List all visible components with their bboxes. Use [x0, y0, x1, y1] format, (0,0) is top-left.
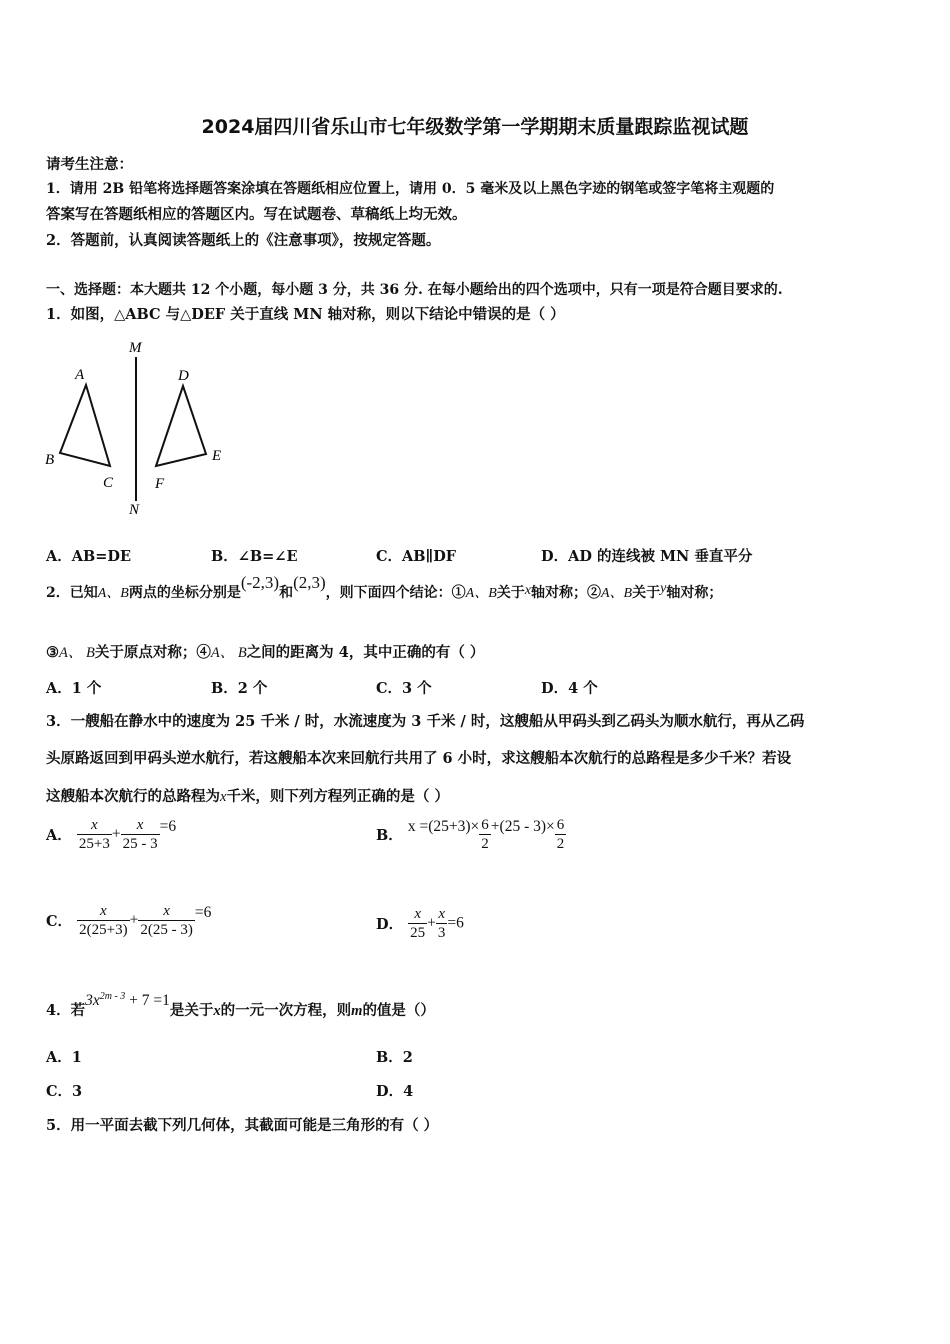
q2-points: A、B — [97, 586, 129, 601]
q2-stem-line2: ③A、 B关于原点对称；④A、 B之间的距离为 4，其中正确的有（ ） — [46, 644, 485, 661]
notice-heading: 请考生注意： — [46, 156, 133, 173]
label-b: B — [45, 452, 55, 468]
q3-option-a: A． $\frac{x}{25+3}$ + $\frac{x}{25 - 3}$ =6 — [46, 817, 177, 852]
triangle-abc — [60, 385, 110, 466]
label-d: D — [178, 368, 189, 384]
q3-b-fraction-2: $\frac{6}{2}$ — [556, 817, 565, 852]
q1-option-d: D．AD 的连线被 MN 垂直平分 — [541, 548, 753, 565]
q5-stem: 5．用一平面去截下列几何体，其截面可能是三角形的有（ ） — [46, 1117, 439, 1134]
q1-stem: 1．如图，△ABC 与△DEF 关于直线 MN 轴对称，则以下结论中错误的是（ ） — [46, 306, 565, 323]
notice-line-2: 2．答题前，认真阅读答题纸上的《注意事项》，按规定答题。 — [46, 232, 441, 249]
page-title: 2024届四川省乐山市七年级数学第一学期期末质量跟踪监视试题 — [201, 116, 749, 138]
q2-coord-b: (2,3) — [293, 573, 326, 592]
q3-stem-line1: 3．一艘船在静水中的速度为 25 千米 / 时，水流速度为 3 千米 / 时，这艘船从甲码头到乙码头为顺水航行，再从乙码 — [46, 713, 805, 730]
q1-option-b: B．∠B=∠E — [211, 548, 298, 565]
q3-a-fraction-2: $\frac{x}{25 - 3}$ — [122, 817, 158, 852]
q2-coord-a: (-2,3) — [240, 573, 280, 592]
q3-a-fraction-1: $\frac{x}{25+3}$ — [78, 817, 110, 852]
q2-stem-line1: 2．已知A、B两点的坐标分别是(-2,3)和(2,3)，则下面四个结论：①A、B关于x轴对称；②A、B关于y轴对称； — [46, 573, 723, 601]
q3-d-fraction-1: $\frac{x}{25}$ — [410, 906, 426, 941]
q3-b-fraction-1: $\frac{6}{2}$ — [481, 817, 489, 852]
q3-c-fraction-1: $\frac{x}{2(25+3)}$ — [79, 903, 128, 938]
label-a: A — [75, 367, 85, 383]
q3-stem-line3: 这艘船本次航行的总路程为x千米，则下列方程列正确的是（ ） — [46, 788, 449, 805]
label-n: N — [129, 502, 140, 518]
triangle-def — [156, 386, 206, 466]
q1-figure — [40, 335, 240, 525]
label-m: M — [129, 340, 142, 356]
q3-option-b: B． x =(25+3)× $\frac{6}{2}$ +(25 - 3)× $\frac{6}{2}$ — [376, 817, 565, 852]
q3-option-d: D． $\frac{x}{25}$ + $\frac{x}{3}$ =6 — [376, 906, 464, 941]
q2-option-d: D．4 个 — [541, 680, 598, 697]
q3-c-fraction-2: $\frac{x}{2(25 - 3)}$ — [140, 903, 193, 938]
label-c: C — [103, 475, 114, 491]
q4-option-c: C．3 — [46, 1083, 83, 1100]
q4-option-d: D．4 — [376, 1083, 414, 1100]
q2-option-c: C．3 个 — [376, 680, 432, 697]
notice-line-1b: 答案写在答题纸相应的答题区内。写在试题卷、草稿纸上均无效。 — [46, 206, 467, 223]
q3-option-c: C． $\frac{x}{2(25+3)}$ + $\frac{x}{2(25 - 3)}$ =6 — [46, 903, 212, 938]
q2-option-a: A．1 个 — [46, 680, 102, 697]
q3-stem-line2: 头原路返回到甲码头逆水航行，若这艘船本次来回航行共用了 6 小时，求这艘船本次航行的总路程是多少千米？若设 — [46, 750, 792, 767]
q1-option-a: A．AB=DE — [46, 548, 132, 565]
q3-d-fraction-2: $\frac{x}{3}$ — [437, 906, 446, 941]
label-e: E — [212, 448, 222, 464]
q4-option-a: A．1 — [46, 1049, 82, 1066]
q1-option-c: C．AB∥DF — [376, 548, 457, 565]
notice-line-1a: 1．请用 2B 铅笔将选择题答案涂填在答题纸相应位置上，请用 0．5 毫米及以上黑色字迹的钢笔或签字笔将主观题的 — [46, 181, 775, 197]
q4-option-b: B．2 — [376, 1049, 413, 1066]
label-f: F — [155, 476, 165, 492]
section-heading: 一、选择题：本大题共 12 个小题，每小题 3 分，共 36 分. 在每小题给出的四个选项中，只有一项是符合题目要求的. — [46, 282, 783, 298]
q2-option-b: B．2 个 — [211, 680, 268, 697]
q4-stem: 4．若$3x^{2m - 3} + 7 =1$是关于x的一元一次方程，则m的值是（） — [46, 990, 435, 1019]
q4-equation: $3x^{2m - 3} + 7 =1$ — [85, 990, 170, 1009]
